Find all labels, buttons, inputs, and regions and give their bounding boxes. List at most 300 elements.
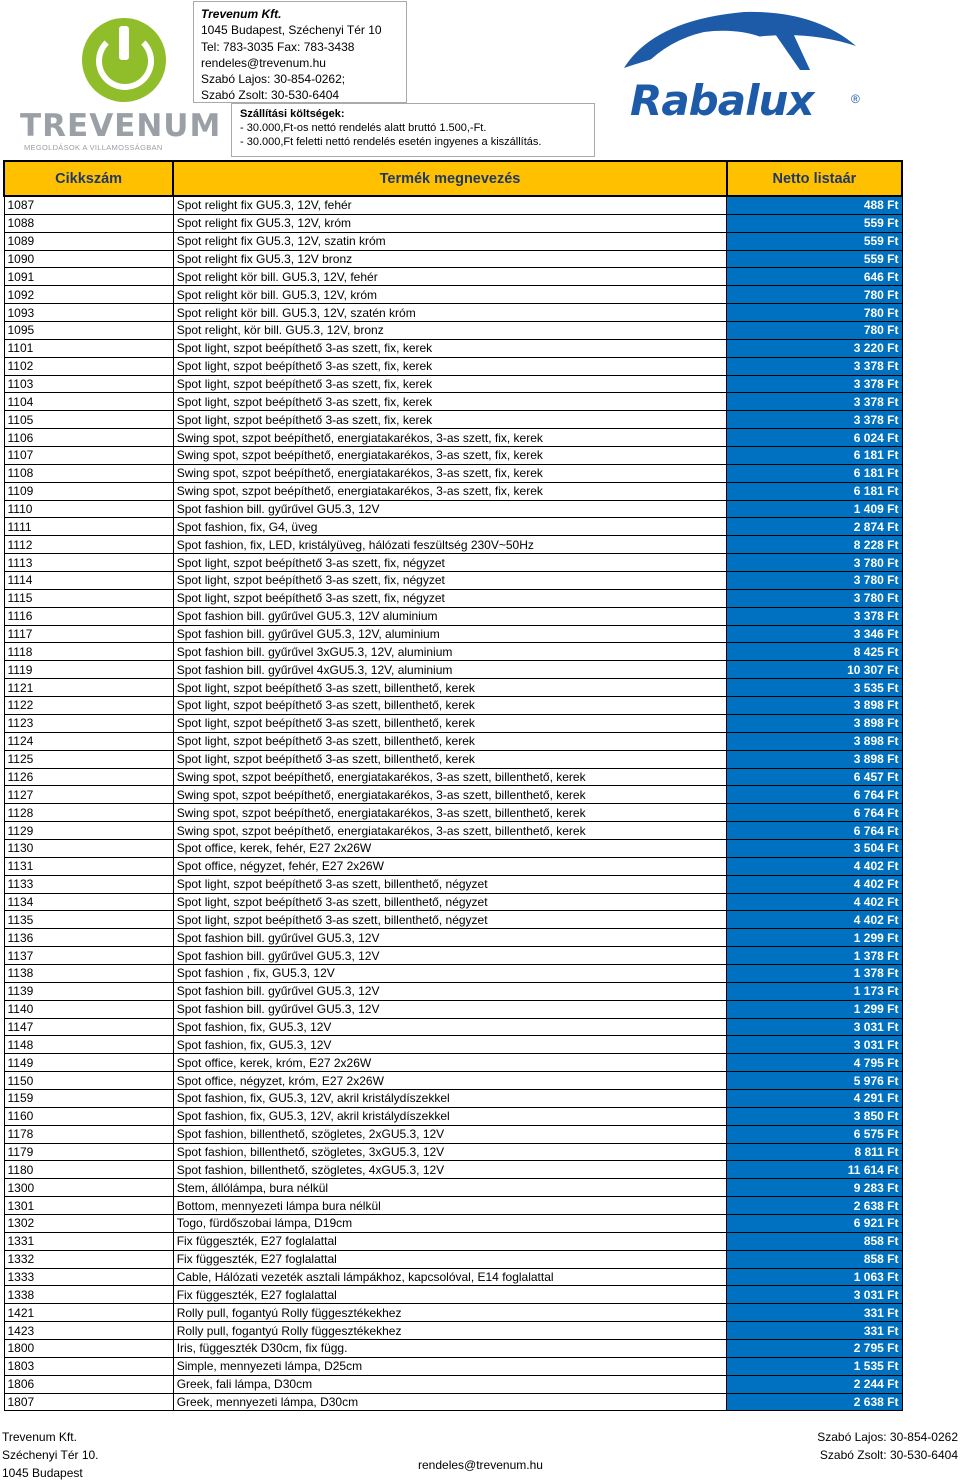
- cell-name: Spot fashion, fix, LED, kristályüveg, hálózati feszültség 230V~50Hz: [173, 536, 727, 554]
- cell-code: 1089: [4, 232, 173, 250]
- cell-name: Spot fashion , fix, GU5.3, 12V: [173, 964, 727, 982]
- cell-code: 1135: [4, 911, 173, 929]
- cell-code: 1104: [4, 393, 173, 411]
- cell-price: 1 378 Ft: [727, 964, 902, 982]
- table-row: [4, 643, 902, 661]
- registered-mark: ®: [851, 92, 860, 106]
- price-list-table: [3, 160, 903, 1411]
- table-row: [4, 1000, 902, 1018]
- table-row: [4, 232, 902, 250]
- cell-name: Spot light, szpot beépíthető 3-as szett, fix, kerek: [173, 411, 727, 429]
- table-row: [4, 1357, 902, 1375]
- rabalux-logo-text: Rabalux: [630, 76, 814, 125]
- cell-name: Swing spot, szpot beépíthető, energiatakarékos, 3-as szett, fix, kerek: [173, 447, 727, 465]
- cell-code: 1133: [4, 875, 173, 893]
- table-row: [4, 304, 902, 322]
- table-row: [4, 964, 902, 982]
- table-header-row: [4, 161, 902, 196]
- cell-price: 780 Ft: [727, 304, 902, 322]
- cell-code: 1106: [4, 429, 173, 447]
- table-row: [4, 1393, 902, 1411]
- cell-name: Spot relight kör bill. GU5.3, 12V, fehér: [173, 268, 727, 286]
- cell-price: 6 764 Ft: [727, 804, 902, 822]
- cell-code: 1131: [4, 857, 173, 875]
- cell-code: 1180: [4, 1161, 173, 1179]
- cell-name: Spot fashion, fix, GU5.3, 12V: [173, 1018, 727, 1036]
- cell-name: Swing spot, szpot beépíthető, energiatakarékos, 3-as szett, fix, kerek: [173, 429, 727, 447]
- rabalux-logo: [614, 6, 874, 136]
- cell-code: 1338: [4, 1286, 173, 1304]
- contact-person-2: Szabó Zsolt: 30-530-6404: [201, 88, 340, 103]
- cell-code: 1136: [4, 929, 173, 947]
- table-row: [4, 500, 902, 518]
- cell-price: 3 031 Ft: [727, 1286, 902, 1304]
- page-header: [0, 0, 960, 160]
- cell-code: 1332: [4, 1250, 173, 1268]
- table-row: [4, 929, 902, 947]
- cell-name: Spot fashion bill. gyűrűvel GU5.3, 12V: [173, 947, 727, 965]
- table-row: [4, 1268, 902, 1286]
- table-row: [4, 982, 902, 1000]
- cell-name: Togo, fürdőszobai lámpa, D19cm: [173, 1214, 727, 1232]
- cell-price: 1 378 Ft: [727, 947, 902, 965]
- cell-name: Spot light, szpot beépíthető 3-as szett, fix, kerek: [173, 393, 727, 411]
- cell-name: Spot relight kör bill. GU5.3, 12V, szatén króm: [173, 304, 727, 322]
- table-row: [4, 572, 902, 590]
- cell-code: 1111: [4, 518, 173, 536]
- cell-price: 8 228 Ft: [727, 536, 902, 554]
- cell-name: Swing spot, szpot beépíthető, energiatakarékos, 3-as szett, fix, kerek: [173, 464, 727, 482]
- cell-code: 1150: [4, 1072, 173, 1090]
- contact-company: Trevenum Kft.: [201, 7, 282, 21]
- cell-name: Spot office, négyzet, króm, E27 2x26W: [173, 1072, 727, 1090]
- cell-price: 11 614 Ft: [727, 1161, 902, 1179]
- cell-code: 1134: [4, 893, 173, 911]
- table-row: [4, 411, 902, 429]
- table-row: [4, 393, 902, 411]
- cell-name: Spot light, szpot beépíthető 3-as szett, billenthető, kerek: [173, 714, 727, 732]
- cell-price: 559 Ft: [727, 232, 902, 250]
- cell-price: 8 811 Ft: [727, 1143, 902, 1161]
- cell-code: 1140: [4, 1000, 173, 1018]
- cell-name: Cable, Hálózati vezeték asztali lámpákhoz, kapcsolóval, E14 foglalattal: [173, 1268, 727, 1286]
- cell-name: Spot fashion bill. gyűrűvel 4xGU5.3, 12V, aluminium: [173, 661, 727, 679]
- table-row: [4, 268, 902, 286]
- cell-price: 6 181 Ft: [727, 482, 902, 500]
- cell-name: Spot fashion, billenthető, szögletes, 3xGU5.3, 12V: [173, 1143, 727, 1161]
- table-row: [4, 1304, 902, 1322]
- cell-name: Swing spot, szpot beépíthető, energiatakarékos, 3-as szett, billenthető, kerek: [173, 786, 727, 804]
- cell-code: 1423: [4, 1322, 173, 1340]
- footer-contacts: [817, 1428, 958, 1464]
- cell-price: 6 457 Ft: [727, 768, 902, 786]
- cell-name: Greek, fali lámpa, D30cm: [173, 1375, 727, 1393]
- cell-name: Spot fashion bill. gyűrűvel GU5.3, 12V: [173, 929, 727, 947]
- cell-code: 1122: [4, 697, 173, 715]
- table-row: [4, 250, 902, 268]
- cell-code: 1117: [4, 625, 173, 643]
- table-row: [4, 875, 902, 893]
- cell-price: 5 976 Ft: [727, 1072, 902, 1090]
- table-row: [4, 1197, 902, 1215]
- shipping-info-box: [231, 103, 595, 157]
- table-row: [4, 804, 902, 822]
- cell-name: Spot fashion bill. gyűrűvel GU5.3, 12V: [173, 982, 727, 1000]
- cell-name: Swing spot, szpot beépíthető, energiatakarékos, 3-as szett, billenthető, kerek: [173, 768, 727, 786]
- cell-code: 1126: [4, 768, 173, 786]
- cell-name: Spot light, szpot beépíthető 3-as szett, billenthető, kerek: [173, 679, 727, 697]
- cell-price: 559 Ft: [727, 214, 902, 232]
- cell-code: 1300: [4, 1179, 173, 1197]
- cell-price: 2 874 Ft: [727, 518, 902, 536]
- cell-price: 3 378 Ft: [727, 411, 902, 429]
- cell-code: 1302: [4, 1214, 173, 1232]
- table-row: [4, 518, 902, 536]
- cell-price: 6 575 Ft: [727, 1125, 902, 1143]
- table-row: [4, 768, 902, 786]
- cell-price: 3 378 Ft: [727, 375, 902, 393]
- shipping-line-1: - 30.000,Ft-os nettó rendelés alatt bruttó 1.500,-Ft.: [240, 122, 487, 134]
- footer-city: 1045 Budapest: [2, 1466, 83, 1480]
- cell-name: Spot fashion bill. gyűrűvel GU5.3, 12V aluminium: [173, 607, 727, 625]
- cell-code: 1112: [4, 536, 173, 554]
- cell-code: 1110: [4, 500, 173, 518]
- cell-name: Spot relight fix GU5.3, 12V, króm: [173, 214, 727, 232]
- cell-code: 1102: [4, 357, 173, 375]
- table-row: [4, 536, 902, 554]
- cell-name: Spot light, szpot beépíthető 3-as szett, billenthető, négyzet: [173, 875, 727, 893]
- contact-phone: Tel: 783-3035 Fax: 783-3438: [201, 39, 355, 54]
- cell-price: 6 024 Ft: [727, 429, 902, 447]
- cell-name: Spot light, szpot beépíthető 3-as szett, fix, kerek: [173, 357, 727, 375]
- table-row: [4, 732, 902, 750]
- table-row: [4, 286, 902, 304]
- cell-name: Spot light, szpot beépíthető 3-as szett, billenthető, kerek: [173, 697, 727, 715]
- table-row: [4, 447, 902, 465]
- cell-name: Spot fashion, fix, G4, üveg: [173, 518, 727, 536]
- power-icon: [82, 18, 166, 102]
- table-row: [4, 1107, 902, 1125]
- cell-code: 1331: [4, 1232, 173, 1250]
- cell-price: 3 504 Ft: [727, 839, 902, 857]
- cell-code: 1421: [4, 1304, 173, 1322]
- cell-price: 9 283 Ft: [727, 1179, 902, 1197]
- table-row: [4, 1143, 902, 1161]
- cell-name: Simple, mennyezeti lámpa, D25cm: [173, 1357, 727, 1375]
- column-header-name: Termék megnevezés: [173, 161, 727, 196]
- table-row: [4, 357, 902, 375]
- cell-code: 1803: [4, 1357, 173, 1375]
- shipping-line-2: - 30.000,Ft feletti nettó rendelés esetén ingyenes a kiszállítás.: [240, 136, 542, 148]
- cell-name: Spot light, szpot beépíthető 3-as szett, fix, négyzet: [173, 589, 727, 607]
- cell-name: Stem, állólámpa, bura nélkül: [173, 1179, 727, 1197]
- table-row: [4, 822, 902, 840]
- contact-person-1: Szabó Lajos: 30-854-0262;: [201, 72, 346, 87]
- cell-price: 3 220 Ft: [727, 339, 902, 357]
- table-row: [4, 589, 902, 607]
- cell-price: 3 850 Ft: [727, 1107, 902, 1125]
- cell-name: Spot relight fix GU5.3, 12V, szatin króm: [173, 232, 727, 250]
- table-row: [4, 1322, 902, 1340]
- cell-price: 559 Ft: [727, 250, 902, 268]
- cell-price: 1 299 Ft: [727, 929, 902, 947]
- cell-code: 1091: [4, 268, 173, 286]
- cell-name: Spot fashion bill. gyűrűvel GU5.3, 12V: [173, 500, 727, 518]
- cell-name: Fix függeszték, E27 foglalattal: [173, 1232, 727, 1250]
- cell-price: 4 402 Ft: [727, 893, 902, 911]
- cell-name: Greek, mennyezeti lámpa, D30cm: [173, 1393, 727, 1411]
- cell-price: 3 780 Ft: [727, 589, 902, 607]
- shipping-title: Szállítási költségek:: [240, 108, 345, 120]
- cell-name: Bottom, mennyezeti lámpa bura nélkül: [173, 1197, 727, 1215]
- cell-name: Spot office, kerek, fehér, E27 2x26W: [173, 839, 727, 857]
- contact-address: 1045 Budapest, Széchenyi Tér 10: [201, 23, 382, 38]
- cell-price: 6 181 Ft: [727, 464, 902, 482]
- cell-price: 3 031 Ft: [727, 1036, 902, 1054]
- cell-name: Fix függeszték, E27 foglalattal: [173, 1286, 727, 1304]
- cell-price: 1 535 Ft: [727, 1357, 902, 1375]
- cell-code: 1115: [4, 589, 173, 607]
- cell-price: 1 173 Ft: [727, 982, 902, 1000]
- cell-name: Spot fashion bill. gyűrűvel GU5.3, 12V: [173, 1000, 727, 1018]
- table-row: [4, 1072, 902, 1090]
- table-row: [4, 1250, 902, 1268]
- cell-code: 1128: [4, 804, 173, 822]
- cell-name: Spot fashion, billenthető, szögletes, 4xGU5.3, 12V: [173, 1161, 727, 1179]
- cell-name: Spot relight fix GU5.3, 12V, fehér: [173, 196, 727, 214]
- cell-price: 3 378 Ft: [727, 607, 902, 625]
- cell-price: 3 031 Ft: [727, 1018, 902, 1036]
- cell-price: 1 063 Ft: [727, 1268, 902, 1286]
- cell-code: 1127: [4, 786, 173, 804]
- cell-code: 1159: [4, 1089, 173, 1107]
- table-row: [4, 196, 902, 214]
- cell-price: 6 921 Ft: [727, 1214, 902, 1232]
- contact-email[interactable]: rendeles@trevenum.hu: [201, 55, 326, 70]
- cell-code: 1118: [4, 643, 173, 661]
- cell-price: 646 Ft: [727, 268, 902, 286]
- cell-price: 3 898 Ft: [727, 697, 902, 715]
- cell-price: 3 780 Ft: [727, 572, 902, 590]
- cell-code: 1806: [4, 1375, 173, 1393]
- cell-code: 1105: [4, 411, 173, 429]
- cell-code: 1130: [4, 839, 173, 857]
- cell-price: 1 299 Ft: [727, 1000, 902, 1018]
- cell-price: 4 402 Ft: [727, 857, 902, 875]
- contact-box: [193, 1, 407, 103]
- table-row: [4, 1286, 902, 1304]
- table-row: [4, 661, 902, 679]
- cell-code: 1121: [4, 679, 173, 697]
- cell-code: 1103: [4, 375, 173, 393]
- cell-code: 1109: [4, 482, 173, 500]
- table-row: [4, 857, 902, 875]
- cell-price: 6 181 Ft: [727, 447, 902, 465]
- footer-company: Trevenum Kft.: [2, 1430, 77, 1444]
- table-row: [4, 893, 902, 911]
- cell-name: Rolly pull, fogantyú Rolly függesztékekhez: [173, 1304, 727, 1322]
- table-row: [4, 339, 902, 357]
- cell-price: 1 409 Ft: [727, 500, 902, 518]
- cell-name: Swing spot, szpot beépíthető, energiatakarékos, 3-as szett, fix, kerek: [173, 482, 727, 500]
- cell-code: 1101: [4, 339, 173, 357]
- cell-price: 780 Ft: [727, 286, 902, 304]
- cell-code: 1138: [4, 964, 173, 982]
- table-row: [4, 1125, 902, 1143]
- cell-code: 1114: [4, 572, 173, 590]
- cell-code: 1090: [4, 250, 173, 268]
- table-row: [4, 1054, 902, 1072]
- page-footer: [0, 1418, 960, 1480]
- cell-price: 3 346 Ft: [727, 625, 902, 643]
- table-row: [4, 554, 902, 572]
- cell-code: 1124: [4, 732, 173, 750]
- table-row: [4, 625, 902, 643]
- cell-name: Spot light, szpot beépíthető 3-as szett, billenthető, négyzet: [173, 911, 727, 929]
- table-row: [4, 482, 902, 500]
- cell-name: Spot fashion, fix, GU5.3, 12V, akril kristálydíszekkel: [173, 1107, 727, 1125]
- table-row: [4, 214, 902, 232]
- table-row: [4, 322, 902, 340]
- cell-name: Spot light, szpot beépíthető 3-as szett, billenthető, kerek: [173, 732, 727, 750]
- cell-price: 3 898 Ft: [727, 750, 902, 768]
- cell-price: 331 Ft: [727, 1304, 902, 1322]
- cell-price: 3 780 Ft: [727, 554, 902, 572]
- table-row: [4, 1214, 902, 1232]
- cell-price: 4 795 Ft: [727, 1054, 902, 1072]
- cell-price: 4 402 Ft: [727, 875, 902, 893]
- cell-name: Spot light, szpot beépíthető 3-as szett, fix, kerek: [173, 375, 727, 393]
- cell-name: Spot fashion bill. gyűrűvel 3xGU5.3, 12V, aluminium: [173, 643, 727, 661]
- cell-name: Spot light, szpot beépíthető 3-as szett, fix, négyzet: [173, 572, 727, 590]
- table-row: [4, 1375, 902, 1393]
- column-header-code: Cikkszám: [4, 161, 173, 196]
- cell-price: 4 402 Ft: [727, 911, 902, 929]
- table-row: [4, 429, 902, 447]
- cell-name: Spot light, szpot beépíthető 3-as szett, fix, kerek: [173, 339, 727, 357]
- table-row: [4, 947, 902, 965]
- table-row: [4, 839, 902, 857]
- cell-code: 1116: [4, 607, 173, 625]
- cell-price: 4 291 Ft: [727, 1089, 902, 1107]
- cell-price: 3 378 Ft: [727, 357, 902, 375]
- cell-code: 1179: [4, 1143, 173, 1161]
- cell-name: Swing spot, szpot beépíthető, energiatakarékos, 3-as szett, billenthető, kerek: [173, 804, 727, 822]
- cell-name: Spot relight kör bill. GU5.3, 12V, króm: [173, 286, 727, 304]
- footer-email[interactable]: rendeles@trevenum.hu: [418, 1458, 543, 1472]
- cell-code: 1160: [4, 1107, 173, 1125]
- table-row: [4, 786, 902, 804]
- cell-price: 780 Ft: [727, 322, 902, 340]
- footer-street: Széchenyi Tér 10.: [2, 1448, 99, 1462]
- table-row: [4, 464, 902, 482]
- cell-price: 858 Ft: [727, 1250, 902, 1268]
- cell-code: 1087: [4, 196, 173, 214]
- cell-code: 1088: [4, 214, 173, 232]
- cell-code: 1092: [4, 286, 173, 304]
- table-row: [4, 697, 902, 715]
- cell-code: 1149: [4, 1054, 173, 1072]
- table-row: [4, 1018, 902, 1036]
- umbrella-icon: [614, 6, 874, 86]
- cell-price: 2 244 Ft: [727, 1375, 902, 1393]
- cell-price: 6 764 Ft: [727, 822, 902, 840]
- cell-code: 1129: [4, 822, 173, 840]
- table-row: [4, 911, 902, 929]
- cell-price: 3 378 Ft: [727, 393, 902, 411]
- cell-price: 3 898 Ft: [727, 732, 902, 750]
- cell-name: Iris, függeszték D30cm, fix függ.: [173, 1340, 727, 1358]
- footer-address: [2, 1428, 99, 1482]
- table-row: [4, 1161, 902, 1179]
- cell-price: 2 638 Ft: [727, 1393, 902, 1411]
- table-row: [4, 607, 902, 625]
- cell-code: 1095: [4, 322, 173, 340]
- cell-price: 3 898 Ft: [727, 714, 902, 732]
- cell-price: 6 764 Ft: [727, 786, 902, 804]
- cell-price: 2 795 Ft: [727, 1340, 902, 1358]
- cell-name: Swing spot, szpot beépíthető, energiatakarékos, 3-as szett, billenthető, kerek: [173, 822, 727, 840]
- cell-name: Spot office, kerek, króm, E27 2x26W: [173, 1054, 727, 1072]
- cell-name: Spot fashion, fix, GU5.3, 12V: [173, 1036, 727, 1054]
- cell-code: 1333: [4, 1268, 173, 1286]
- cell-name: Spot light, szpot beépíthető 3-as szett, billenthető, négyzet: [173, 893, 727, 911]
- table-row: [4, 714, 902, 732]
- table-body: [4, 196, 902, 1411]
- column-header-price: Netto listaár: [727, 161, 902, 196]
- cell-name: Spot office, négyzet, fehér, E27 2x26W: [173, 857, 727, 875]
- cell-name: Spot relight fix GU5.3, 12V bronz: [173, 250, 727, 268]
- cell-code: 1137: [4, 947, 173, 965]
- cell-name: Spot fashion, billenthető, szögletes, 2xGU5.3, 12V: [173, 1125, 727, 1143]
- cell-price: 488 Ft: [727, 196, 902, 214]
- cell-code: 1123: [4, 714, 173, 732]
- cell-name: Spot relight, kör bill. GU5.3, 12V, bronz: [173, 322, 727, 340]
- cell-code: 1108: [4, 464, 173, 482]
- cell-price: 10 307 Ft: [727, 661, 902, 679]
- cell-name: Spot fashion bill. gyűrűvel GU5.3, 12V, aluminium: [173, 625, 727, 643]
- cell-code: 1807: [4, 1393, 173, 1411]
- cell-code: 1800: [4, 1340, 173, 1358]
- cell-code: 1125: [4, 750, 173, 768]
- cell-code: 1107: [4, 447, 173, 465]
- cell-name: Spot fashion, fix, GU5.3, 12V, akril kristálydíszekkel: [173, 1089, 727, 1107]
- table-row: [4, 1036, 902, 1054]
- cell-code: 1178: [4, 1125, 173, 1143]
- cell-name: Rolly pull, fogantyú Rolly függesztékekhez: [173, 1322, 727, 1340]
- cell-name: Fix függeszték, E27 foglalattal: [173, 1250, 727, 1268]
- cell-code: 1301: [4, 1197, 173, 1215]
- trevenum-logo: [20, 12, 222, 152]
- cell-name: Spot light, szpot beépíthető 3-as szett, billenthető, kerek: [173, 750, 727, 768]
- table-row: [4, 1232, 902, 1250]
- cell-code: 1139: [4, 982, 173, 1000]
- cell-price: 8 425 Ft: [727, 643, 902, 661]
- table-row: [4, 1179, 902, 1197]
- trevenum-tagline: MEGOLDÁSOK A VILLAMOSSÁGBAN: [24, 143, 163, 152]
- cell-code: 1148: [4, 1036, 173, 1054]
- table-row: [4, 1089, 902, 1107]
- table-row: [4, 1340, 902, 1358]
- cell-price: 2 638 Ft: [727, 1197, 902, 1215]
- cell-price: 3 535 Ft: [727, 679, 902, 697]
- cell-code: 1113: [4, 554, 173, 572]
- cell-price: 858 Ft: [727, 1232, 902, 1250]
- cell-name: Spot light, szpot beépíthető 3-as szett, fix, négyzet: [173, 554, 727, 572]
- footer-contact-1: Szabó Lajos: 30-854-0262: [817, 1430, 958, 1444]
- cell-code: 1119: [4, 661, 173, 679]
- trevenum-logo-text: TREVENUM: [20, 108, 222, 144]
